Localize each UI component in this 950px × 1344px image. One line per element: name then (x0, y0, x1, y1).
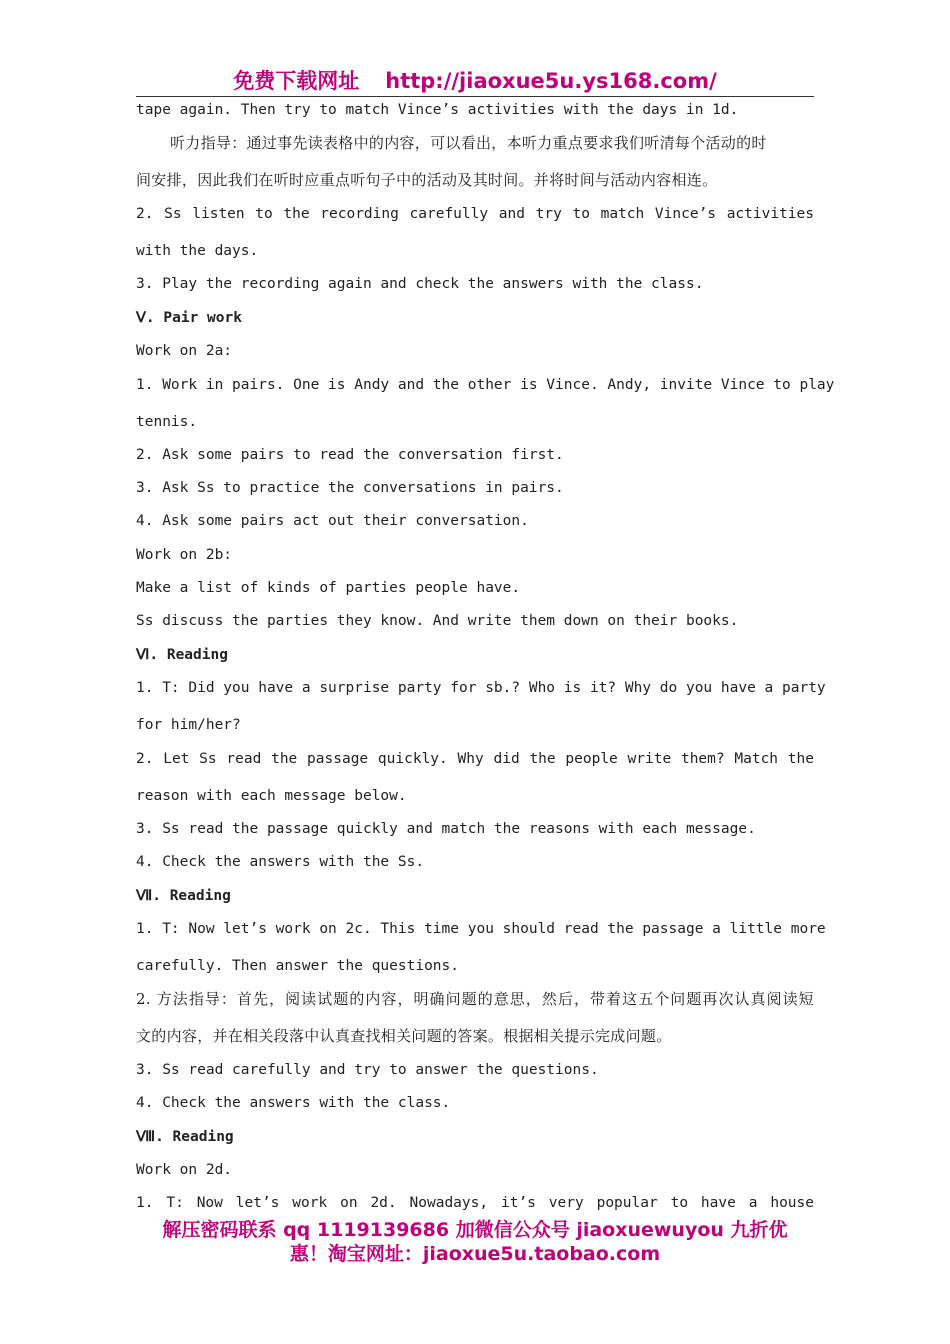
text-line: 2. Ss listen to the recording carefully and try to match Vince’s activities (136, 206, 814, 222)
text-line: 间安排，因此我们在听时应重点听句子中的活动及其时间。并将时间与活动内容相连。 (136, 171, 718, 189)
header-title: 免费下载网址 (233, 69, 360, 93)
text-line: Work on 2d. (136, 1162, 233, 1178)
text-line: Make a list of kinds of parties people have. (136, 580, 521, 596)
footer-line: 解压密码联系 qq 1119139686 加微信公众号 jiaoxuewuyou 九折优 (162, 1219, 788, 1241)
text-line: 1. T: Did you have a surprise party for sb.? Who is it? Why do you have a party (136, 680, 826, 696)
text-line: 3. Ask Ss to practice the conversations in pairs. (136, 480, 564, 496)
text-line: 4. Check the answers with the Ss. (136, 854, 425, 870)
footer-line[interactable]: 惠！淘宝网址：jiaoxue5u.taobao.com (289, 1243, 661, 1265)
section-heading: Ⅷ. Reading (136, 1129, 234, 1145)
text-line: for him/her? (136, 717, 241, 733)
text-line: 4. Check the answers with the class. (136, 1095, 451, 1111)
section-heading: Ⅶ. Reading (136, 888, 231, 904)
text-line: Work on 2a: (136, 343, 233, 359)
text-line: 3. Ss read carefully and try to answer the questions. (136, 1062, 599, 1078)
text-line: 2. Ask some pairs to read the conversation first. (136, 447, 564, 463)
text-line: carefully. Then answer the questions. (136, 958, 460, 974)
text-line: Work on 2b: (136, 547, 233, 563)
section-heading: Ⅵ. Reading (136, 647, 228, 663)
text-line: reason with each message below. (136, 788, 407, 804)
text-line: with the days. (136, 243, 259, 259)
header-url[interactable]: http://jiaoxue5u.ys168.com/ (385, 69, 717, 93)
text-line: 听力指导：通过事先读表格中的内容，可以看出，本听力重点要求我们听清每个活动的时 (170, 134, 767, 152)
page-footer (136, 1218, 814, 1266)
page-header (136, 66, 814, 97)
text-line: 文的内容，并在相关段落中认真查找相关问题的答案。根据相关提示完成问题。 (136, 1027, 672, 1045)
text-line: 2. 方法指导：首先，阅读试题的内容，明确问题的意思，然后，带着这五个问题再次认真阅读短 (136, 990, 814, 1008)
text-line: tape again. Then try to match Vince’s activities with the days in 1d. (136, 102, 739, 118)
text-line: Ss discuss the parties they know. And write them down on their books. (136, 613, 739, 629)
text-line: 2. Let Ss read the passage quickly. Why did the people write them? Match the (136, 751, 814, 767)
text-line: 3. Play the recording again and check the answers with the class. (136, 276, 704, 292)
section-heading: Ⅴ. Pair work (136, 310, 242, 326)
text-line: 1. T: Now let’s work on 2c. This time you should read the passage a little more (136, 921, 826, 937)
text-line: 3. Ss read the passage quickly and match the reasons with each message. (136, 821, 756, 837)
text-line: 1. Work in pairs. One is Andy and the other is Vince. Andy, invite Vince to play (136, 377, 835, 393)
text-line: 4. Ask some pairs act out their conversation. (136, 513, 529, 529)
text-line: 1. T: Now let’s work on 2d. Nowadays, it’s very popular to have a house (136, 1195, 814, 1211)
text-line: tennis. (136, 414, 198, 430)
